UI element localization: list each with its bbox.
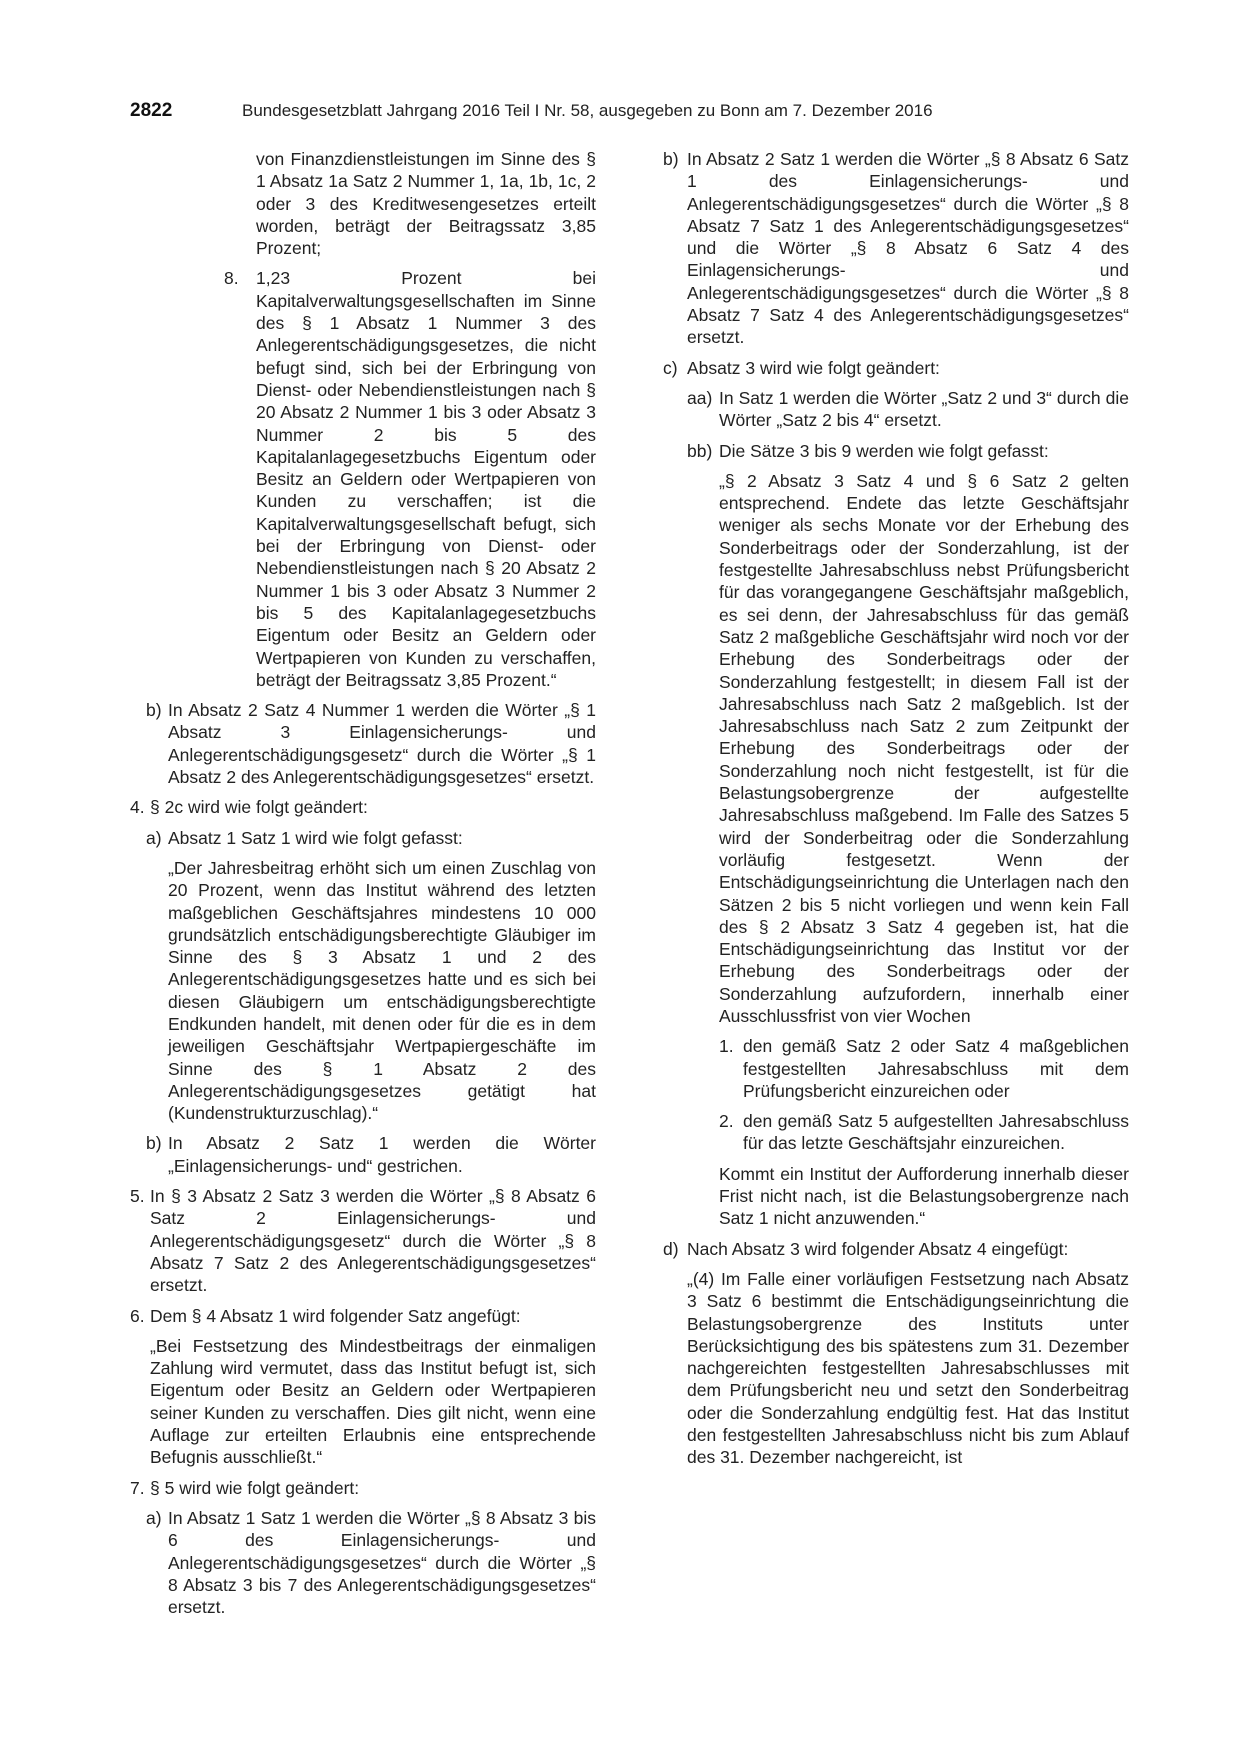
list-item-text: den gemäß Satz 2 oder Satz 4 maßgeblichen festgestellten Jahresabschluss mit dem Prüfungsbericht einzureichen oder [743, 1036, 1129, 1101]
item-7-continuation: von Finanzdienstleistungen im Sinne des § 1 Absatz 1a Satz 2 Nummer 1, 1a, 1b, 1c, 2 oder 3 des Kreditwesengesetzes erteilt worden, beträgt der Beitragssatz 3,85 Prozent; [256, 149, 596, 259]
list-marker: a) [146, 827, 162, 848]
list-marker: bb) [687, 440, 713, 461]
list-item-text: § 2c wird wie folgt geändert: [150, 797, 368, 818]
list-item-7c [663, 357, 1129, 379]
quote-4a: „Der Jahresbeitrag erhöht sich um einen Zuschlag von 20 Prozent, wenn das Institut während des letzten maßgeblichen Geschäftsjahres mindestens 10 000 grundsätzlich entschädigungsberechtigte Gläubiger im Sinne des § 3 Absatz 1 und 2 des Anlegerentschädigungsgesetzes hatte und es sich bei diesen Gläubigern um entschädigungsberechtigte Endkunden handelt, mit denen oder für die es in dem jeweiligen Geschäftsjahr Wertpapiergeschäfte im Sinne des § 1 Absatz 2 des Anlegerentschädigungsgesetzes getätigt hat (Kundenstrukturzuschlag).“ [168, 857, 596, 1124]
list-item-7b [663, 148, 1129, 349]
list-item-text: Absatz 1 Satz 1 wird wie folgt gefasst: [168, 827, 463, 848]
list-item-text: In Absatz 2 Satz 4 Nummer 1 werden die Wörter „§ 1 Absatz 3 Einlagensicherungs- und Anlegerentschädigungsgesetz“ durch die Wörter „§ 1 Absatz 2 des Anlegerentschädigungsgesetzes“ ersetzt. [168, 700, 596, 788]
list-item-7c-aa [663, 387, 1129, 432]
list-item-3b [130, 699, 596, 788]
list-marker: 8. [224, 268, 239, 289]
list-item-text: Nach Absatz 3 wird folgender Absatz 4 eingefügt: [687, 1238, 1069, 1259]
list-item-7 [130, 1477, 596, 1499]
list-item-text: In Absatz 2 Satz 1 werden die Wörter „Einlagensicherungs- und“ gestrichen. [168, 1133, 596, 1176]
quote-7d: „(4) Im Falle einer vorläufigen Festsetzung nach Absatz 3 Satz 6 bestimmt die Entschädigungseinrichtung die Belastungsobergrenze des Instituts unter Berücksichtigung des bis spätestens zum 31. Dezember nachgereichten festgestellten Jahresabschlusses mit dem Prüfungsbericht neu und setzt den Sonderbeitrag oder die Sonderzahlung endgültig fest. Hat das Institut den festgestellten Jahresabschluss nicht bis zum Ablauf des 31. Dezember nachgereicht, ist [687, 1268, 1129, 1468]
sub-item-2 [663, 1110, 1129, 1155]
list-marker: c) [663, 357, 678, 378]
list-item-7a [130, 1507, 596, 1618]
list-marker: b) [146, 1133, 162, 1154]
list-item-7d [663, 1238, 1129, 1260]
list-item-5 [130, 1185, 596, 1296]
list-marker: 6. [130, 1305, 145, 1326]
list-marker: 2. [719, 1111, 734, 1132]
left-column [130, 148, 596, 1618]
list-item-text: § 5 wird wie folgt geändert: [150, 1477, 360, 1498]
header-title: Bundesgesetzblatt Jahrgang 2016 Teil I Nr. 58, ausgegeben zu Bonn am 7. Dezember 2016 [242, 101, 933, 120]
list-marker: d) [663, 1238, 679, 1259]
list-item-text: In Absatz 2 Satz 1 werden die Wörter „§ 8 Absatz 6 Satz 1 des Einlagensicherungs- und Anlegerentschädigungsgesetzes“ durch die Wörter „§ 8 Absatz 7 Satz 1 des Anlegerentschädigungsgesetzes“ und die Wörter „§ 8 Absatz 6 Satz 4 des Einlagensicherungs- und Anlegerentschädigungsgesetzes“ durch die Wörter „§ 8 Absatz 7 Satz 4 des Anlegerentschädigungsgesetzes“ ersetzt. [687, 149, 1129, 348]
list-item-text: In Absatz 1 Satz 1 werden die Wörter „§ 8 Absatz 3 bis 6 des Einlagensicherungs- und Anlegerentschädigungsgesetzes“ durch die Wörter „§ 8 Absatz 3 bis 7 des Anlegerentschädigungsgesetzes“ ersetzt. [168, 1507, 596, 1618]
list-item-text: In § 3 Absatz 2 Satz 3 werden die Wörter „§ 8 Absatz 6 Satz 2 Einlagensicherungs- und Anlegerentschädigungsgesetz“ durch die Wörter „§ 8 Absatz 7 Satz 2 des Anlegerentschädigungsgesetzes“ ersetzt. [150, 1186, 596, 1296]
quote-7c-bb-closing: Kommt ein Institut der Aufforderung innerhalb dieser Frist nicht nach, ist die Belastungsobergrenze nach Satz 1 nicht anzuwenden.“ [719, 1163, 1129, 1229]
list-marker: aa) [687, 387, 713, 408]
list-item-text: Dem § 4 Absatz 1 wird folgender Satz angefügt: [150, 1305, 521, 1326]
list-item-4a [130, 827, 596, 849]
list-marker: 7. [130, 1477, 145, 1498]
list-item-text: Die Sätze 3 bis 9 werden wie folgt gefasst: [719, 440, 1049, 461]
list-marker: 1. [719, 1036, 734, 1057]
right-column [663, 148, 1129, 1469]
list-item-6 [130, 1305, 596, 1327]
page-number: 2822 [130, 100, 173, 121]
list-marker: b) [663, 149, 679, 169]
list-item-text: den gemäß Satz 5 aufgestellten Jahresabschluss für das letzte Geschäftsjahr einzureichen. [743, 1111, 1129, 1154]
list-item-text: Absatz 3 wird wie folgt geändert: [687, 357, 940, 378]
list-marker: 4. [130, 797, 145, 818]
list-item-7c-bb [663, 440, 1129, 462]
list-item-text: 1,23 Prozent bei Kapitalverwaltungsgesellschaften im Sinne des § 1 Absatz 1 Nummer 3 des Anlegerentschädigungsgesetzes, die nicht befugt sind, sich bei der Erbringung von Dienst- oder Nebendienstleistungen nach § 20 Absatz 2 Nummer 1 bis 3 oder Absatz 3 Nummer 2 bis 5 des Kapitalanlagegesetzbuchs Eigentum oder Besitz an Geldern oder Wertpapieren von Kunden zu verschaffen; ist die Kapitalverwaltungsgesellschaft befugt, sich bei der Erbringung von Dienst- oder Nebendienstleistungen nach § 20 Absatz 2 Nummer 1 bis 3 oder Absatz 3 Nummer 2 bis 5 des Kapitalanlagegesetzbuchs Eigentum oder Besitz an Geldern oder Wertpapieren von Kunden zu verschaffen, beträgt der Beitragssatz 3,85 Prozent.“ [256, 268, 596, 690]
list-marker: a) [146, 1507, 162, 1528]
quote-7c-bb: „§ 2 Absatz 3 Satz 4 und § 6 Satz 2 gelten entsprechend. Endete das letzte Geschäftsjahr weniger als sechs Monate vor der Erhebung des Sonderbeitrags oder der Sonderzahlung, ist der festgestellte Jahresabschluss nebst Prüfungsbericht für das vorangegangene Geschäftsjahr maßgeblich, es sei denn, der Jahresabschluss für das gemäß Satz 2 maßgebliche Geschäftsjahr wird noch vor der Erhebung des Sonderbeitrags oder der Sonderzahlung festgestellt; in diesem Fall ist der Jahresabschluss nach Satz 2 maßgeblich. Ist der Jahresabschluss nach Satz 2 zum Zeitpunkt der Erhebung des Sonderbeitrags oder der Sonderzahlung noch nicht festgestellt, ist für die Belastungsobergrenze der aufgestellte Jahresabschluss maßgebend. Im Falle des Satzes 5 wird der Sonderbeitrag oder die Sonderzahlung vorläufig festgesetzt. Wenn der Entschädigungseinrichtung die Unterlagen nach den Sätzen 2 bis 5 nicht vorliegen und wenn kein Fall des § 2 Absatz 3 Satz 4 gegeben ist, hat die Entschädigungseinrichtung das Institut vor der Erhebung des Sonderbeitrags oder der Sonderzahlung aufzufordern, innerhalb einer Ausschlussfrist von vier Wochen [719, 470, 1129, 1026]
list-marker: b) [146, 700, 162, 721]
sub-item-1 [663, 1035, 1129, 1102]
list-item-4b [130, 1132, 596, 1177]
list-item-text: In Satz 1 werden die Wörter „Satz 2 und 3“ durch die Wörter „Satz 2 bis 4“ ersetzt. [719, 387, 1129, 431]
list-item-8 [130, 267, 596, 691]
list-marker: 5. [130, 1186, 145, 1207]
quote-6: „Bei Festsetzung des Mindestbeitrags der einmaligen Zahlung wird vermutet, dass das Institut befugt ist, sich Eigentum oder Besitz an Geldern oder Wertpapieren seiner Kunden zu verschaffen. Dies gilt nicht, wenn eine Auflage zur erteilten Erlaubnis eine entsprechende Befugnis ausschließt.“ [150, 1335, 596, 1468]
list-item-4 [130, 796, 596, 818]
page-header [130, 100, 1120, 130]
